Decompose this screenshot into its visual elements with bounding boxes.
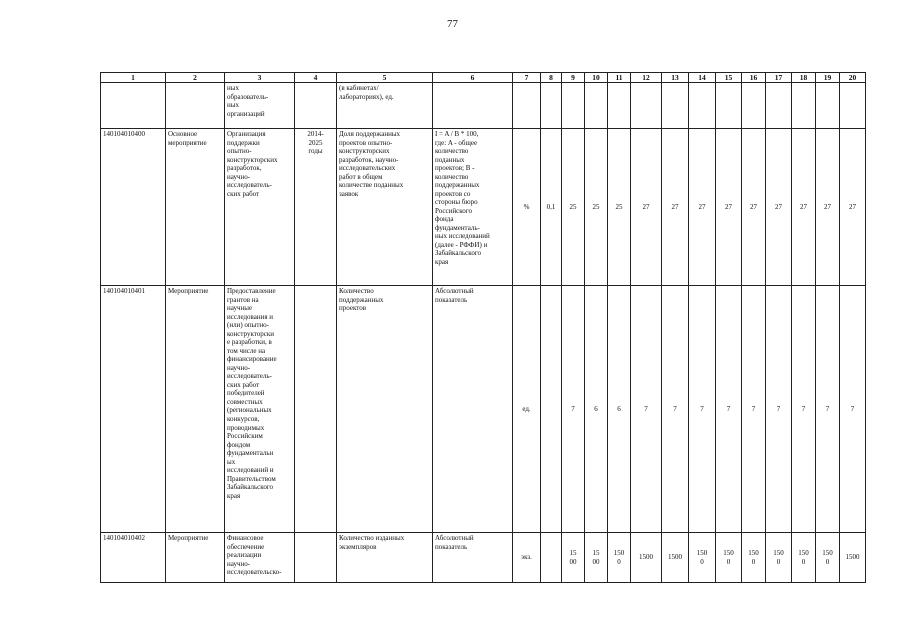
col-header: 3	[225, 73, 295, 83]
row-value: 6	[617, 404, 621, 413]
row-value: 6	[594, 404, 598, 413]
row-value: 150 0	[723, 548, 734, 566]
row-value: 7	[700, 404, 704, 413]
row-name: Предоставление грантов на научные исследования и (или) опытно- конструкторски е разработки, в том числе на финансирование научно- исследователь- ских работ победителей совместных (региональных конкурсов, проводимых Российским фондом фундаментальн ых исследований и Правительством Забайкальского края	[227, 287, 277, 500]
continuation-name: ных образователь- ных организаций	[227, 84, 269, 118]
col-header: 16	[742, 73, 766, 83]
row-value: 7	[850, 404, 855, 413]
continuation-row	[101, 83, 866, 129]
col-header: 18	[792, 73, 816, 83]
row-type: Мероприятие	[168, 534, 209, 542]
row-value: 27	[800, 202, 807, 211]
row-indicator: Количество изданных экземпляров	[339, 534, 405, 551]
row-value: 7	[801, 404, 806, 413]
row-value: 27	[775, 202, 782, 211]
row-value: 7	[571, 404, 575, 413]
row-unit: экз.	[521, 553, 532, 562]
header-row	[101, 73, 866, 83]
row-value: 7	[673, 404, 677, 413]
row-unit: ед.	[522, 404, 531, 413]
row-value: 1500	[639, 553, 653, 562]
row-value: 7	[751, 404, 756, 413]
table-row	[101, 129, 866, 286]
row-value: 1500	[845, 553, 860, 562]
table-row	[101, 286, 866, 533]
row-code: 140104010401	[103, 287, 145, 295]
col-header: 1	[101, 73, 166, 83]
col-header: 17	[766, 73, 792, 83]
col-header: 11	[608, 73, 631, 83]
row-method: Абсолютный показатель	[435, 287, 474, 304]
row-value: 27	[671, 202, 679, 211]
col-header: 7	[513, 73, 541, 83]
continuation-indicator: (в кабинетах/ лабораториях), ед.	[339, 84, 394, 101]
row-type: Основное мероприятие	[168, 130, 207, 147]
row-indicator: Количество поддержанных проектов	[339, 287, 384, 313]
col-header: 15	[716, 73, 742, 83]
col-header: 12	[631, 73, 662, 83]
row-value: 150 0	[798, 548, 809, 566]
col-header: 10	[585, 73, 608, 83]
row-method: I = A / B * 100, где: A - общее количество поданных проектов; B - количество поддержанных проектов со стороны бюро Российского фонда фундаменталь- ных исследований (далее - РФФИ) и Забайкальского края	[435, 130, 490, 266]
indicators-table	[100, 72, 866, 583]
row-value: 7	[726, 404, 731, 413]
row-value: 25	[615, 202, 623, 211]
row-code: 140104010402	[103, 534, 145, 542]
row-unit: %	[523, 202, 530, 211]
col-header: 5	[337, 73, 433, 83]
row-value: 150 0	[613, 548, 625, 566]
row-value: 1500	[668, 553, 682, 562]
row-period: 2014- 2025 годы	[307, 130, 324, 156]
row-type: Мероприятие	[168, 287, 209, 295]
row-value: 27	[824, 202, 831, 211]
col-header: 13	[662, 73, 689, 83]
row-method: Абсолютный показатель	[435, 534, 474, 551]
row-value: 27	[750, 202, 757, 211]
col-header: 20	[840, 73, 866, 83]
row-value: 150 0	[696, 548, 708, 566]
table-row	[101, 533, 866, 583]
row-value: 27	[849, 202, 856, 211]
row-value: 7	[776, 404, 781, 413]
col-header: 19	[816, 73, 840, 83]
col-header: 9	[562, 73, 585, 83]
col-header: 14	[689, 73, 716, 83]
row-value: 27	[698, 202, 706, 211]
row-value: 15 00	[569, 548, 577, 566]
row-code: 140104010400	[103, 130, 145, 138]
row-name: Финансовое обеспечение реализации научно- исследовательско-	[227, 534, 282, 577]
col-header: 2	[166, 73, 225, 83]
col-header: 4	[295, 73, 337, 83]
row-value: 27	[725, 202, 732, 211]
col-header: 6	[433, 73, 513, 83]
row-value: 27	[642, 202, 650, 211]
row-value: 25	[569, 202, 577, 211]
row-name: Организация поддержки опытно- конструкторских разработок, научно- исследователь- ских работ	[227, 130, 278, 198]
page-number: 77	[447, 18, 458, 30]
row-value: 150 0	[748, 548, 759, 566]
row-value: 25	[592, 202, 600, 211]
row-value: 15 00	[592, 548, 600, 566]
row-value: 7	[825, 404, 830, 413]
row-value: 150 0	[773, 548, 784, 566]
row-col8: 0,1	[546, 202, 556, 211]
row-value: 7	[644, 404, 648, 413]
col-header: 8	[541, 73, 562, 83]
row-indicator: Доля поддержанных проектов опытно- конструкторских разработок, научно- исследовательских работ в общем количестве поданных заявок	[339, 130, 404, 198]
row-value: 150 0	[822, 548, 833, 566]
